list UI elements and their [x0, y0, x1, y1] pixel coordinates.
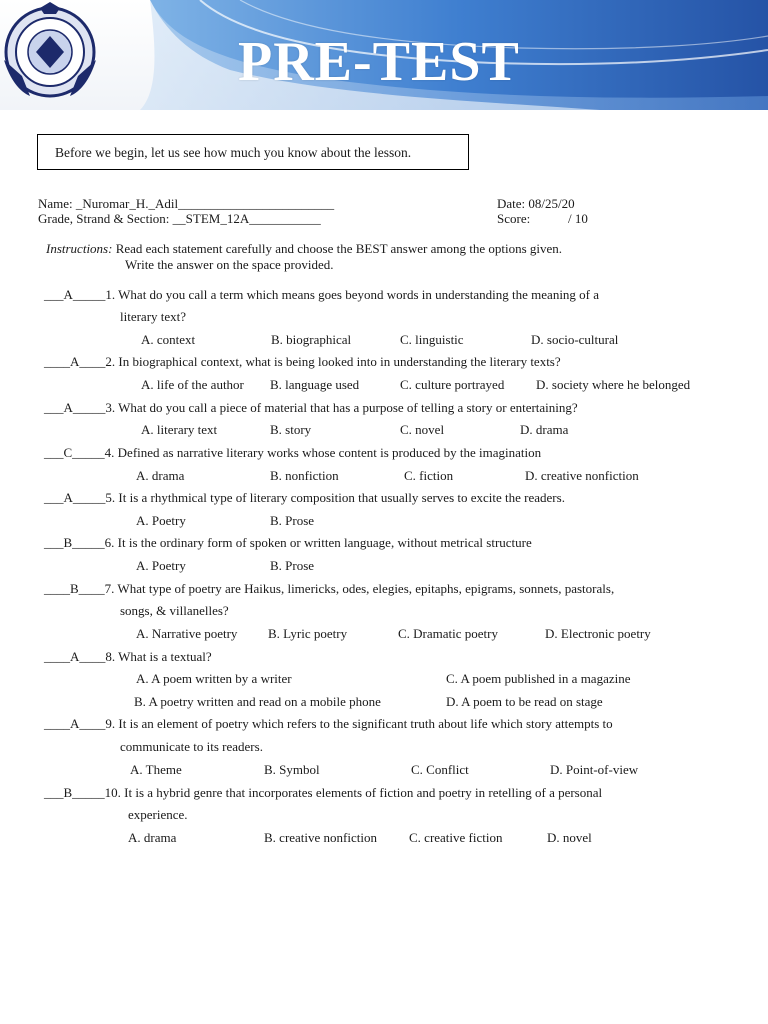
q4-option-d: D. creative nonfiction [525, 468, 639, 483]
instructions-text: Read each statement carefully and choose the BEST answer among the options given. [112, 241, 563, 256]
question-7: ____B____7. What type of poetry are Haikus, limericks, odes, elegies, epitaphs, epigrams, sonnets, pastorals, [44, 581, 615, 596]
q4-option-c: C. fiction [404, 468, 454, 483]
q8-option-c: C. A poem published in a magazine [446, 671, 631, 686]
q4-option-a: A. drama [136, 468, 185, 483]
student-name: Name: _Nuromar_H._Adil________________________ [38, 196, 335, 211]
q1-option-c: C. linguistic [400, 332, 464, 347]
q2-option-a: A. life of the author [141, 377, 244, 392]
q10-option-b: B. creative nonfiction [264, 830, 377, 845]
q9-option-c: C. Conflict [411, 762, 469, 777]
q2-option-c: C. culture portrayed [400, 377, 505, 392]
q8-option-a: A. A poem written by a writer [136, 671, 292, 686]
question-9: ____A____9. It is an element of poetry which refers to the significant truth about life which story attempts to [44, 716, 613, 731]
q8-option-d: D. A poem to be read on stage [446, 694, 603, 709]
q7-option-d: D. Electronic poetry [545, 626, 651, 641]
question-8: ____A____8. What is a textual? [44, 649, 212, 664]
question-10: ___B_____10. It is a hybrid genre that incorporates elements of fiction and poetry in retelling of a personal [44, 785, 603, 800]
q9-option-b: B. Symbol [264, 762, 320, 777]
question-7-cont: songs, & villanelles? [120, 603, 229, 618]
question-4: ___C_____4. Defined as narrative literary works whose content is produced by the imagination [44, 445, 542, 460]
question-6: ___B_____6. It is the ordinary form of spoken or written language, without metrical structure [44, 535, 532, 550]
question-9-cont: communicate to its readers. [120, 739, 263, 754]
school-seal-icon [0, 0, 100, 100]
intro-box: Before we begin, let us see how much you know about the lesson. [37, 134, 469, 170]
q3-option-c: C. novel [400, 422, 445, 437]
header-banner [0, 0, 768, 110]
instructions [46, 241, 562, 257]
q7-option-b: B. Lyric poetry [268, 626, 348, 641]
q3-option-b: B. story [270, 422, 312, 437]
q7-option-a: A. Narrative poetry [136, 626, 238, 641]
q10-option-a: A. drama [128, 830, 177, 845]
q2-option-d: D. society where he belonged [536, 377, 691, 392]
instructions-line2: Write the answer on the space provided. [125, 257, 334, 272]
q1-option-b: B. biographical [271, 332, 352, 347]
q4-option-b: B. nonfiction [270, 468, 339, 483]
q5-option-b: B. Prose [270, 513, 315, 528]
q6-option-a: A. Poetry [136, 558, 186, 573]
question-5: ___A_____5. It is a rhythmical type of literary composition that usually serves to excite the readers. [44, 490, 565, 505]
student-section: Grade, Strand & Section: __STEM_12A___________ [38, 211, 321, 226]
q10-option-c: C. creative fiction [409, 830, 503, 845]
instructions-label: Instructions: [46, 241, 113, 256]
test-date: Date: 08/25/20 [497, 196, 575, 211]
q3-option-a: A. literary text [141, 422, 218, 437]
q9-option-d: D. Point-of-view [550, 762, 639, 777]
q6-option-b: B. Prose [270, 558, 315, 573]
score-value: / 10 [568, 211, 588, 226]
question-1-cont: literary text? [120, 309, 187, 324]
q5-option-a: A. Poetry [136, 513, 186, 528]
q7-option-c: C. Dramatic poetry [398, 626, 498, 641]
question-3: ___A_____3. What do you call a piece of material that has a purpose of telling a story or entertaining? [44, 400, 578, 415]
q9-option-a: A. Theme [130, 762, 182, 777]
q10-option-d: D. novel [547, 830, 592, 845]
page-title: PRE-TEST [238, 31, 520, 93]
q3-option-d: D. drama [520, 422, 569, 437]
question-2: ____A____2. In biographical context, what is being looked into in understanding the literary texts? [44, 354, 561, 369]
question-10-cont: experience. [128, 807, 188, 822]
score-label: Score: [497, 211, 531, 226]
question-1: ___A_____1. What do you call a term which means goes beyond words in understanding the meaning of a [44, 287, 600, 302]
q2-option-b: B. language used [270, 377, 360, 392]
q1-option-d: D. socio-cultural [531, 332, 619, 347]
q8-option-b: B. A poetry written and read on a mobile phone [134, 694, 381, 709]
q1-option-a: A. context [141, 332, 196, 347]
